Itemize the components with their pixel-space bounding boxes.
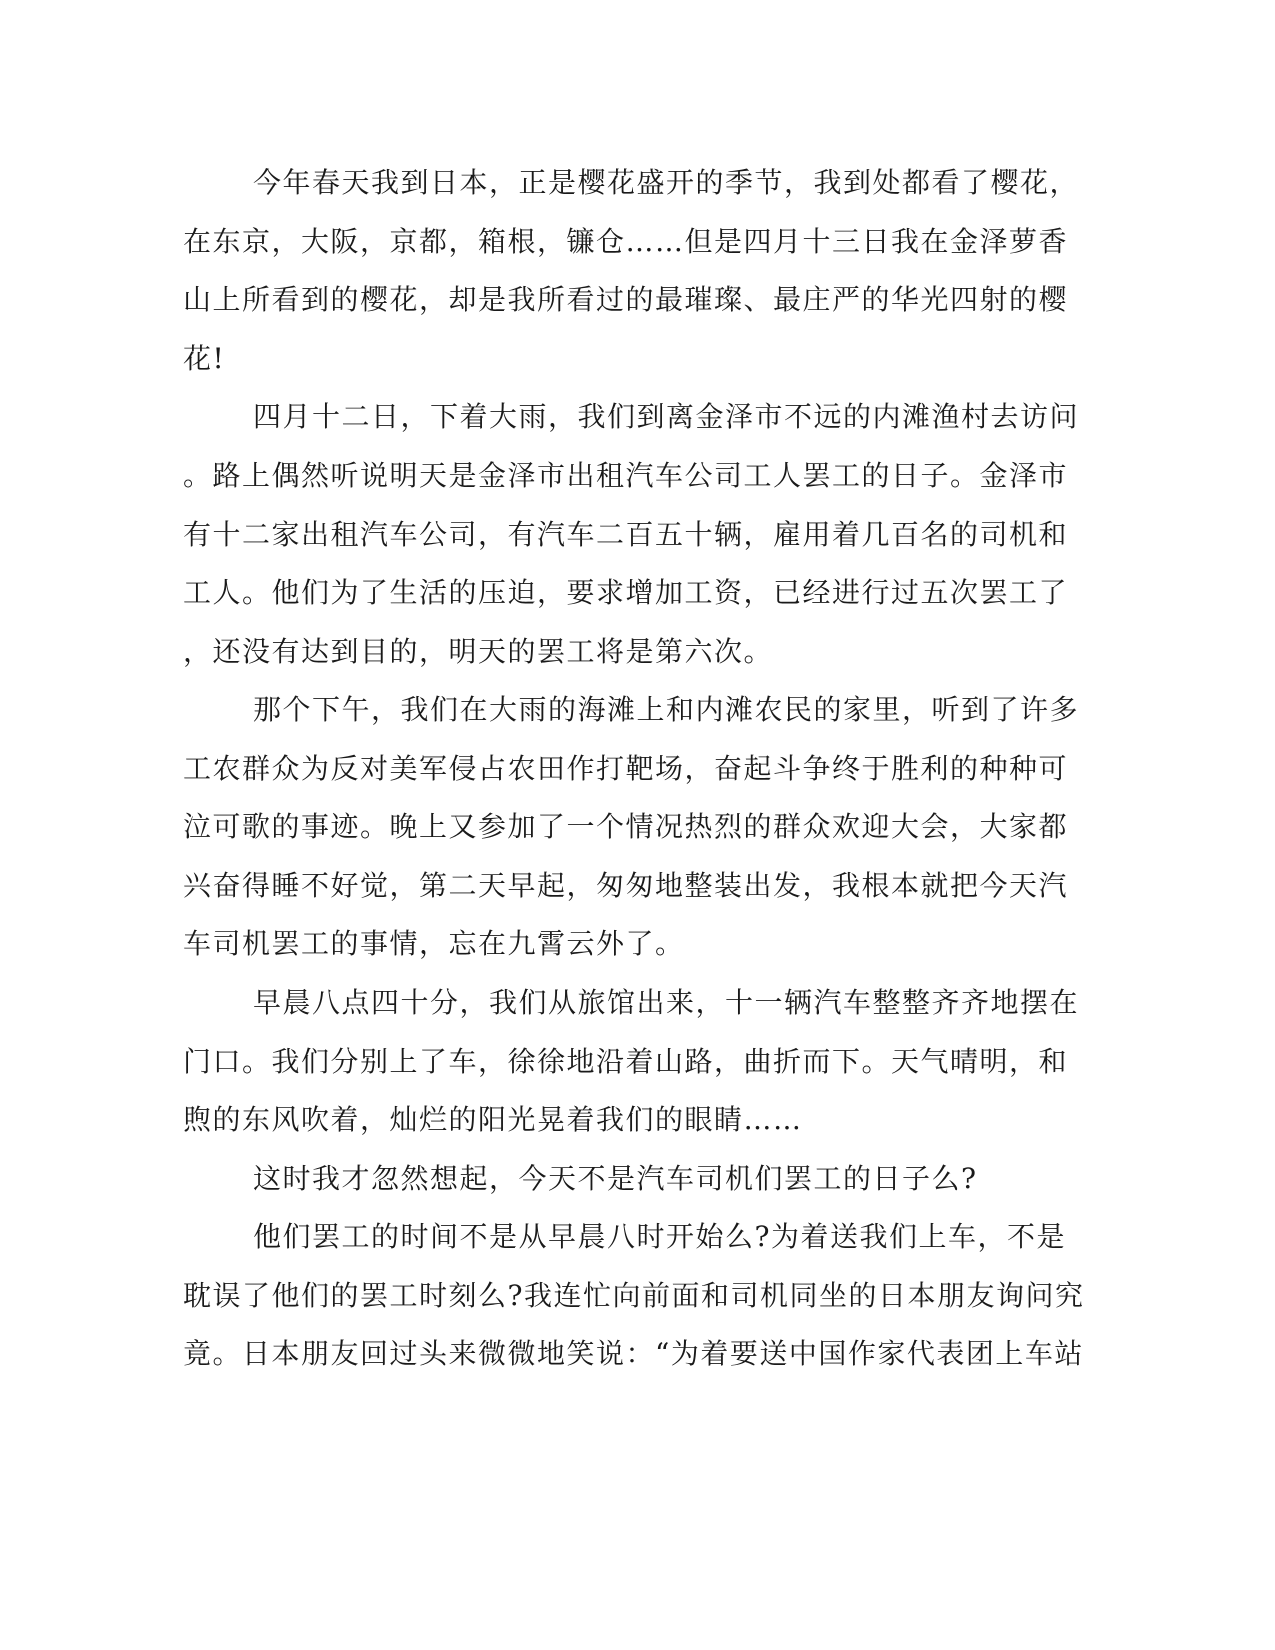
text-line: 那个下午，我们在大雨的海滩上和内滩农民的家里，听到了许多	[253, 693, 1080, 726]
text-line: 四月十二日，下着大雨，我们到离金泽市不远的内滩渔村去访问	[253, 400, 1080, 433]
text-line: 工农群众为反对美军侵占农田作打靶场，奋起斗争终于胜利的种种可	[183, 752, 1069, 785]
text-line: 早晨八点四十分，我们从旅馆出来，十一辆汽车整整齐齐地摆在	[253, 986, 1080, 1019]
text-line: 在东京，大阪，京都，箱根，镰仓……但是四月十三日我在金泽萝香	[183, 225, 1069, 258]
text-line: 泣可歌的事迹。晚上又参加了一个情况热烈的群众欢迎大会，大家都	[183, 810, 1069, 843]
text-line: 车司机罢工的事情，忘在九霄云外了。	[183, 927, 685, 960]
text-line: 耽误了他们的罢工时刻么?我连忙向前面和司机同坐的日本朋友询问究	[183, 1279, 1085, 1312]
text-line: 这时我才忽然想起，今天不是汽车司机们罢工的日子么?	[253, 1162, 978, 1195]
text-line: 山上所看到的樱花，却是我所看过的最璀璨、最庄严的华光四射的樱	[183, 283, 1069, 316]
text-line: 门口。我们分别上了车，徐徐地沿着山路，曲折而下。天气晴明，和	[183, 1045, 1069, 1078]
text-line: 花!	[183, 342, 226, 375]
text-line: 煦的东风吹着，灿烂的阳光晃着我们的眼睛……	[183, 1103, 803, 1136]
text-line: 他们罢工的时间不是从早晨八时开始么?为着送我们上车，不是	[253, 1220, 1067, 1253]
text-line: 今年春天我到日本，正是樱花盛开的季节，我到处都看了樱花，	[253, 166, 1080, 199]
text-line: 工人。他们为了生活的压迫，要求增加工资，已经进行过五次罢工了	[183, 576, 1069, 609]
text-line: 竟。日本朋友回过头来微微地笑说：“为着要送中国作家代表团上车站	[183, 1337, 1084, 1370]
text-line: ，还没有达到目的，明天的罢工将是第六次。	[183, 635, 774, 668]
text-line: 。路上偶然听说明天是金泽市出租汽车公司工人罢工的日子。金泽市	[183, 459, 1069, 492]
text-line: 兴奋得睡不好觉，第二天早起，匆匆地整装出发，我根本就把今天汽	[183, 869, 1069, 902]
text-line: 有十二家出租汽车公司，有汽车二百五十辆，雇用着几百名的司机和	[183, 518, 1069, 551]
